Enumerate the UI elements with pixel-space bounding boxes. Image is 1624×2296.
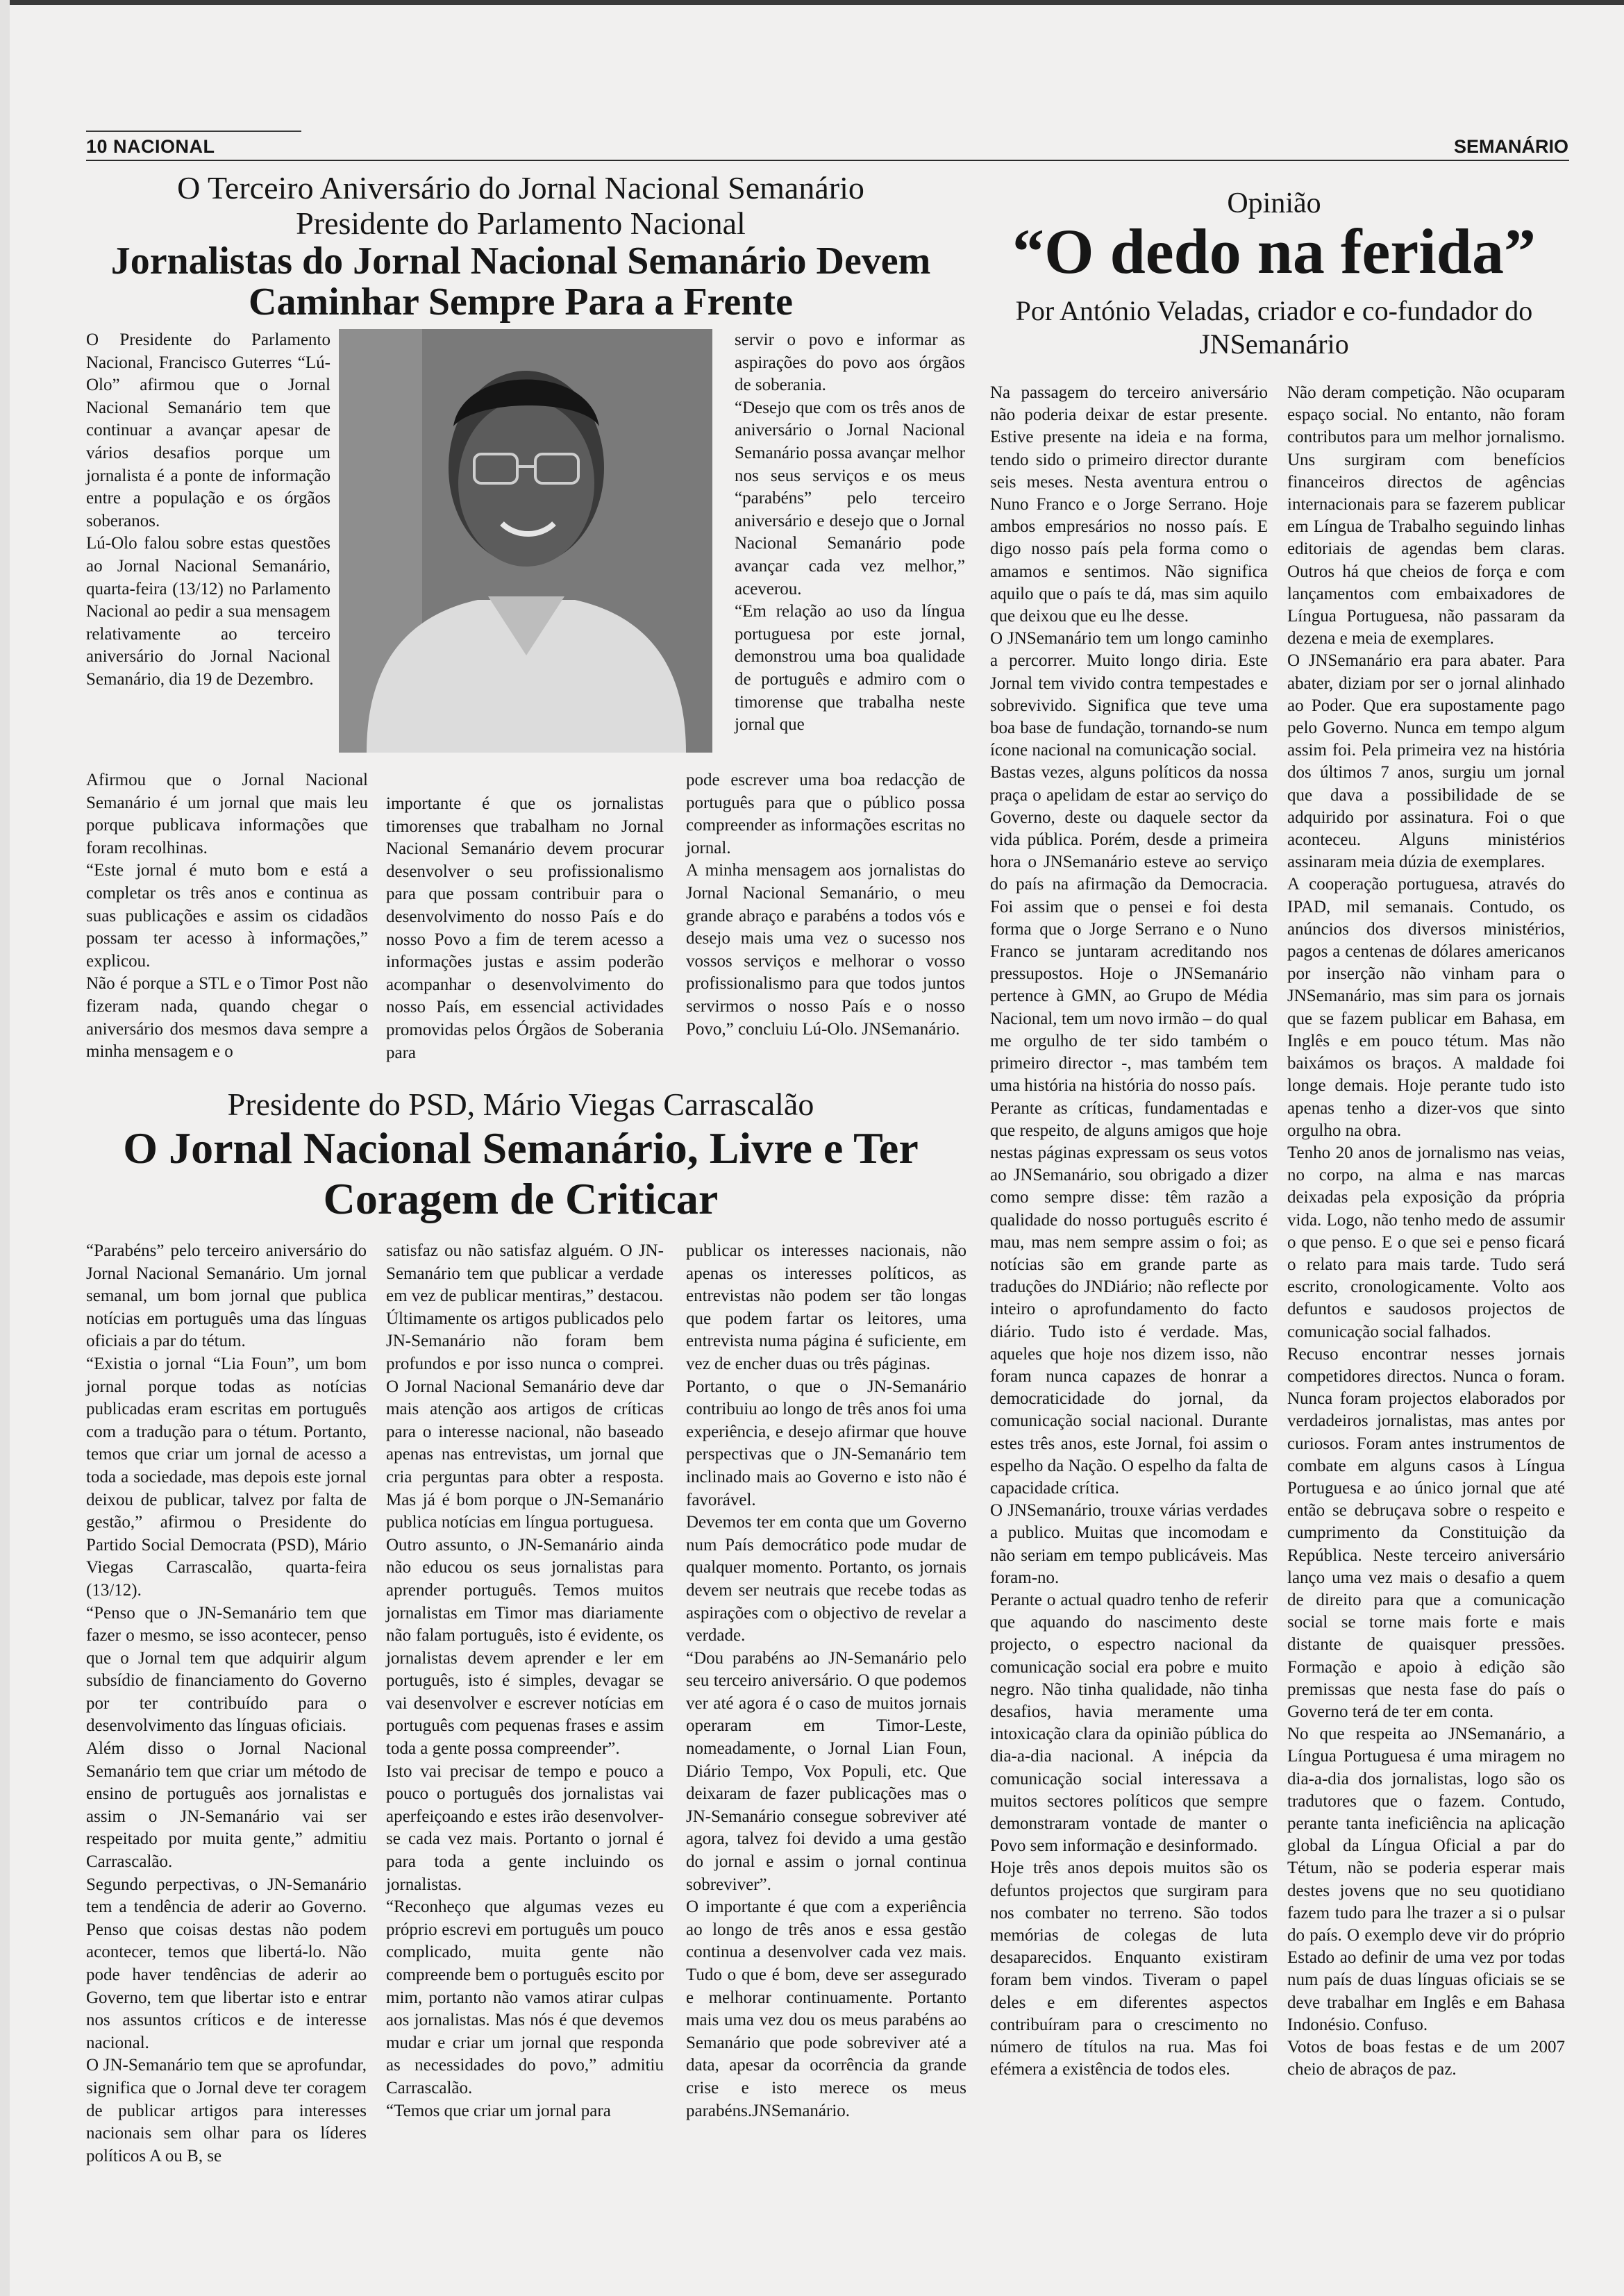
article2-paragraph: Segundo perpectivas, o JN-Semanário tem a tendência de aderir ao Governo. Penso que coisas destas não podem acontecer, temos que libertá-lo. Não pode haver tendências de aderir ao Governo, tem que libertar isto e entrar nos assuntos críticos e de interesse nacional. xyxy=(86,1875,367,2052)
article1-paragraph: Lú-Olo falou sobre estas questões ao Jornal Nacional Semanário, quarta-feira (13/12) no Parlamento Nacional ao pedir a sua mensagem relativamente ao terceiro aniversário do Jornal Nacional Semanário, dia 19 de Dezembro. xyxy=(86,534,330,689)
article2-col2 xyxy=(386,1240,664,2122)
opinion-paragraph: Não deram competição. Não ocuparam espaço social. No entanto, não foram contributos para um melhor jornalismo. Uns surgiram com benefícios financeiros directos de agências internacionais para se fazerem publicar em Língua de Trabalho seguindo linhas editoriais de agendas bem claras. Outros há que cheios de força e com lançamentos com embaixadores de Língua Portuguesa, não passaram da dezena e meia de exemplares. xyxy=(1287,383,1565,648)
article1-col3-top xyxy=(735,329,965,737)
opinion-paragraph: O JNSemanário tem um longo caminho a percorrer. Muito longo diria. Este Jornal tem vivido contra tempestades e sobrevivido. Significa que teve uma boa base de fundação, tornando-se num ícone nacional na comunicação social. xyxy=(990,629,1268,760)
page-left-shadow xyxy=(0,0,10,2296)
masthead-label: SEMANÁRIO xyxy=(1453,136,1568,157)
article2-paragraph: Portanto, o que o JN-Semanário contribuiu ao longo de três anos foi uma experiência, e desejo afirmar que houve perspectivas que o JN-Semanário tem inclinado mais ao Governo e isto não é favorável. xyxy=(686,1377,966,1509)
opinion-heading xyxy=(979,187,1569,361)
article1-paragraph: “Desejo que com os três anos de aniversário o Jornal Nacional Semanário possa avançar melhor nos seus serviços e os meus “parabéns” pelo terceiro aniversário e desejo que o Jornal Nacional Semanário pode avançar cada vez melhor,” aceverou. xyxy=(735,398,965,598)
page-top-border xyxy=(0,0,1624,5)
header-rule xyxy=(86,160,1569,161)
article1-col1-bottom xyxy=(86,769,368,1064)
opinion-byline-2: JNSemanário xyxy=(1199,328,1349,360)
article2-paragraph: “Temos que criar um jornal para xyxy=(386,2101,611,2120)
opinion-paragraph: Perante o actual quadro tenho de referir que aquando do nascimento deste projecto, o espectro nacional da comunicação social era pobre e muito negro. Não tinha qualidade, não tinha desafios, havia meramente uma intoxicação clara da opinião pública do dia-a-dia nacional. A inépcia da comunicação social interessava a muitos sectores políticos que sempre demonstraram vontade de manter o Povo sem informação e desinformado. xyxy=(990,1590,1268,1856)
article2-paragraph: Além disso o Jornal Nacional Semanário tem que criar um método de ensino de português aos jornalistas e assim o JN-Semanário vai ser respeitado por muita gente,” admitiu Carrascalão. xyxy=(86,1739,367,1872)
article2-paragraph: satisfaz ou não satisfaz alguém. O JN-Semanário tem que publicar a verdade em vez de publicar mentiras,” destacou. xyxy=(386,1241,664,1306)
opinion-paragraph: A cooperação portuguesa, através do IPAD, mil semanais. Contudo, os anúncios dos diversos ministérios, pagos a centenas de dólares americanos por inserção não vinham para o JNSemanário, mas sim para os jornais que se fazem publicar em Bahasa, em Inglês e em pouco tétum. Mas não baixámos os braços. A maldade foi longe demais. Hoje perante tudo isto apenas tenho a dizer-vos que sinto orgulho na obra. xyxy=(1287,875,1565,1140)
opinion-paragraph: Perante as críticas, fundamentadas e que respeito, de alguns amigos que hoje nestas páginas expressam os seus votos ao JNSemanário, sou obrigado a dizer como sempre disse: têm razão a qualidade do nosso português escrito é mau, mas nem sempre assim o foi; as notícias são em grande parte as traduções do JNDiário; não reflecte por inteiro o aprofundamento do facto diário. Tudo isto é verdade. Mas, aqueles que hoje nos dizem isso, não foram nunca capazes de honrar a democraticidade do jornal, da comunicação social nacional. Durante estes três anos, este Jornal, foi assim o espelho da Nação. O espelho da falta de capacidade crítica. xyxy=(990,1098,1268,1498)
article1-headline-1: Jornalistas do Jornal Nacional Semanário Devem xyxy=(110,240,931,283)
opinion-paragraph: Bastas vezes, alguns políticos da nossa praça o apelidam de estar ao serviço do Governo, deste ou daquele sector da vida pública. Porém, desde a primeira hora o JNSemanário esteve ao serviço do país na afirmação da Democracia. Foi assim que o pensei e foi desta forma que o Jorge Serrano e o Nuno Franco se juntaram acreditando nos pressupostos. Hoje o JNSemanário pertence à GMN, ao Grupo de Média Nacional, tem um novo irmão – do qual me orgulho de ter sido também o primeiro director -, mas também tem uma história na história do nosso país. xyxy=(990,763,1268,1096)
article2-paragraph: “Existia o jornal “Lia Foun”, um bom jornal porque todas as notícias publicadas eram escritas em português com a tradução para o tétum. Portanto, temos que criar um jornal de acesso a toda a sociedade, mas depois este jornal deixou de publicar, talvez por falta de gestão,” afirmou o Presidente do Partido Social Democrata (PSD), Mário Viegas Carrascalão, quarta-feira (13/12). xyxy=(86,1354,367,1600)
lu-olo-photo xyxy=(339,329,712,753)
article2-paragraph: “Parabéns” pelo terceiro aniversário do Jornal Nacional Semanário. Um jornal semanal, um bom jornal que publica notícias em português uma das línguas oficiais a par do tétum. xyxy=(86,1241,367,1351)
opinion-paragraph: No que respeita ao JNSemanário, a Língua Portuguesa é uma miragem no dia-a-dia dos jornalistas, logo são os tradutores que o fazem. Contudo, perante tanta ineficiência na aplicação global da Língua Oficial a par do Tétum, não se poderia esperar mais destes jovens que no seu quotidiano fazem tudo para lhe trazer a si o pulsar do país. O exemplo deve vir do próprio Estado ao definir de uma vez por todas num país de duas línguas oficiais se se deve trabalhar em Inglês e em Bahasa Indonésio. Confuso. xyxy=(1287,1725,1565,2034)
article1-heading xyxy=(83,171,958,323)
article1-paragraph: importante é que os jornalistas timorenses que trabalham no Jornal Nacional Semanário devem procurar desenvolver o seu profissionalismo para que possam contribuir para o desenvolvimento do nosso País e do nosso Povo a fim de terem acesso a informações justas e assim poderão acompanhar o desenvolvimento do nosso País, em essencial actividades promovidas pelos Órgãos de Soberania para xyxy=(386,794,664,1062)
article2-paragraph: “Reconheço que algumas vezes eu próprio escrevi em português um pouco complicado, muita gente não compreende bem o português escito por mim, portanto não vamos atirar culpas aos jornalistas. Mas nós é que devemos mudar e criar um jornal que responda as necessidades do povo,” admitiu Carrascalão. xyxy=(386,1897,664,2097)
article2-paragraph: Isto vai precisar de tempo e pouco a pouco o português dos jornalistas vai aperfeiçoando e estes irão desenvolver-se cada vez mais. Portanto o jornal é para toda a gente incluindo os jornalistas. xyxy=(386,1761,664,1894)
article2-headline-2: Coragem de Criticar xyxy=(323,1174,719,1224)
article2-col3 xyxy=(686,1240,966,2122)
article2-paragraph: Devemos ter em conta que um Governo num País democrático pode mudar de qualquer momento. Portanto, os jornais devem ser neutrais que recebe todas as aspirações com o objectivo de revelar a verdade. xyxy=(686,1513,966,1645)
opinion-paragraph: Recuso encontrar nesses jornais competidores directos. Nunca o foram. Nunca foram projectos elaborados por verdadeiros jornalistas, mas antes por curiosos. Foram antes instrumentos de combate em alguns casos à Língua Portuguesa e ao único jornal que até então se debruçava sobre o respeito e cumprimento da Constituição da República. Neste terceiro aniversário lanço uma vez mais o desafio a quem de direito para que a comunicação social se torne mais forte e mais distante de quaisquer pressões. Formação e apoio à edição são premissas que nesta fase do país o Governo terá de ter em conta. xyxy=(1287,1344,1565,1721)
article1-paragraph: Afirmou que o Jornal Nacional Semanário é um jornal que mais leu porque publicava informações que foram recolhinas. xyxy=(86,771,368,857)
article1-paragraph: O Presidente do Parlamento Nacional, Francisco Guterres “Lú-Olo” afirmou que o Jornal Nacional Semanário tem que continuar a avançar apesar de vários desafios porque um jornalista é a ponte de informação entre a população e os órgãos soberanos. xyxy=(86,330,330,530)
opinion-paragraph: Na passagem do terceiro aniversário não poderia deixar de estar presente. Estive presente na ideia e na forma, tendo sido o primeiro director durante seis meses. Nesta aventura entrou o Nuno Franco e o Jorge Serrano. Hoje ambos empresários no nosso país. E digo nosso país pela forma como o amamos e sentimos. Não significa aquilo que o país te dá, mas sim aquilo que deixou que eu lhe desse. xyxy=(990,383,1268,626)
article2-paragraph: publicar os interesses nacionais, não apenas os interesses políticos, as entrevistas não podem ser tão longas que podem fartar os leitores, uma entrevista numa página é suficiente, em vez de encher duas ou três páginas. xyxy=(686,1241,966,1373)
opinion-byline-1: Por António Veladas, criador e co-fundador do xyxy=(1015,295,1533,327)
article1-paragraph: A minha mensagem aos jornalistas do Jornal Nacional Semanário, o meu grande abraço e parabéns a todos vós e desejo mais uma vez o sucesso nos vossos serviços e melhorar o vosso profissionalismo para que todos juntos servirmos o nosso País e o nosso Povo,” concluiu Lú-Olo. JNSemanário. xyxy=(686,861,965,1039)
opinion-paragraph: Tenho 20 anos de jornalismo nas veias, no corpo, na alma e nas marcas deixadas pela exposição da própria vida. Logo, não tenho medo de assumir o que penso. E o que sei e penso ficará o relato para mais tarde. Tudo será escrito, cronologicamente. Volto aos defuntos e saudosos projectos de comunicação social falhados. xyxy=(1287,1143,1565,1341)
opinion-col1 xyxy=(990,382,1268,2081)
article1-col3-bottom xyxy=(686,769,965,1041)
article2-paragraph: Outro assunto, o JN-Semanário ainda não educou os seus jornalistas para aprender português. Temos muitos jornalistas em Timor mas diariamente não falam português, isto é evidente, os jornalistas devem aprender e ler em português, isto é simples, devagar se vai desenvolver e escrever notícias em português com pequenas frases e assim toda a gente possa compreender”. xyxy=(386,1535,664,1759)
article2-col1 xyxy=(86,1240,367,2168)
opinion-paragraph: Votos de boas festas e de um 2007 cheio de abraços de paz. xyxy=(1287,2038,1565,2079)
opinion-paragraph: O JNSemanário era para abater. Para abater, diziam por ser o jornal alinhado ao Poder. Que era supostamente pago pelo Governo. Nunca em tempo algum assim foi. Pela primeira vez na história dos últimos 7 anos, surgiu um jornal que dava a possibilidade de se adquirido por assinatura. Foi o que aconteceu. Alguns ministérios assinaram meia dúzia de exemplares. xyxy=(1287,651,1565,872)
opinion-kicker: Opinião xyxy=(1227,187,1321,219)
article1-paragraph: servir o povo e informar as aspirações do povo aos órgãos de soberania. xyxy=(735,330,965,395)
article1-headline-2: Caminhar Sempre Para a Frente xyxy=(249,280,793,324)
opinion-headline: “O dedo na ferida” xyxy=(1012,216,1536,287)
opinion-col2 xyxy=(1287,382,1565,2081)
article1-kicker-1: O Terceiro Aniversário do Jornal Nacional Semanário xyxy=(177,170,864,206)
article2-paragraph: “Dou parabéns ao JN-Semanário pelo seu terceiro aniversário. O que podemos ver até agora é o caso de muitos jornais operaram em Timor-Leste, nomeadamente, o Jornal Lian Foun, Diário Tempo, Vox Populi, etc. Que deixaram de fazer publicações mas o JN-Semanário consegue sobreviver até agora, talvez foi devido a uma gestão do jornal e assim o jornal continua sobreviver”. xyxy=(686,1648,966,1894)
article2-headline-1: O Jornal Nacional Semanário, Livre e Ter xyxy=(123,1123,919,1173)
article1-kicker-2: Presidente do Parlamento Nacional xyxy=(296,205,746,241)
article1-paragraph: “Em relação ao uso da língua portuguesa por este jornal, demonstrou uma boa qualidade de português e admiro com o timorense que trabalha neste jornal que xyxy=(735,602,965,735)
article2-kicker: Presidente do PSD, Mário Viegas Carrascalão xyxy=(227,1087,814,1122)
article2-paragraph: O JN-Semanário tem que se aprofundar, significa que o Jornal deve ter coragem de publicar artigos para interesses nacionais sem olhar para os líderes políticos A ou B, se xyxy=(86,2056,367,2165)
article1-paragraph: Não é porque a STL e o Timor Post não fizeram nada, quando chegar o aniversário dos mesmos dava sempre a minha mensagem e o xyxy=(86,974,368,1062)
article1-col1-top xyxy=(86,329,330,692)
opinion-paragraph: O JNSemanário, trouxe várias verdades a publico. Muitas que incomodam e não seriam em tempo publicáveis. Mas foram-no. xyxy=(990,1501,1268,1587)
article1-paragraph: pode escrever uma boa redacção de português para que o público possa compreender as informações escritas no jornal. xyxy=(686,771,965,857)
section-rule-short xyxy=(86,131,301,132)
article1-col2-bottom xyxy=(386,793,664,1064)
article2-paragraph: O importante é que com a experiência ao longo de três anos e essa gestão continua a desenvolver cada vez mais. Tudo o que é bom, deve ser assegurado e melhorar continuamente. Portanto mais uma vez dou os meus parabéns ao Semanário que pode sobreviver até a data, apesar da ocorrência da grande crise e isto merece os meus parabéns.JNSemanário. xyxy=(686,1897,966,2120)
opinion-paragraph: Hoje três anos depois muitos são os defuntos projectos que surgiram para nos combater no terreno. São todos memórias de colegas de luta desaparecidos. Enquanto existiram foram bem vindos. Tiveram o papel deles e em diferentes aspectos contribuíram para o crescimento no número de títulos na rua. Mas foi efémera a existência de todos eles. xyxy=(990,1859,1268,2079)
article2-heading xyxy=(83,1087,958,1225)
article1-paragraph: “Este jornal é muto bom e está a completar os três anos e continua as suas publicações e assim os cidadãos possam ter acesso à informações,” explicou. xyxy=(86,861,368,971)
section-label: 10 NACIONAL xyxy=(86,136,215,157)
article2-paragraph: “Penso que o JN-Semanário tem que fazer o mesmo, se isso acontecer, penso que o Jornal tem que adquirir algum subsídio de financiamento do Governo por ter contribuído para o desenvolvimento das línguas oficiais. xyxy=(86,1603,367,1736)
article2-paragraph: Últimamente os artigos publicados pelo JN-Semanário não foram bem profundos e por isso nunca o comprei. O Jornal Nacional Semanário deve dar mais atenção aos artigos de críticas para o interesse nacional, não baseado apenas nas entrevistas, um jornal que cria perguntas para obter a resposta. Mas já é bom porque o JN-Semanário publica notícias em língua portuguesa. xyxy=(386,1309,664,1532)
